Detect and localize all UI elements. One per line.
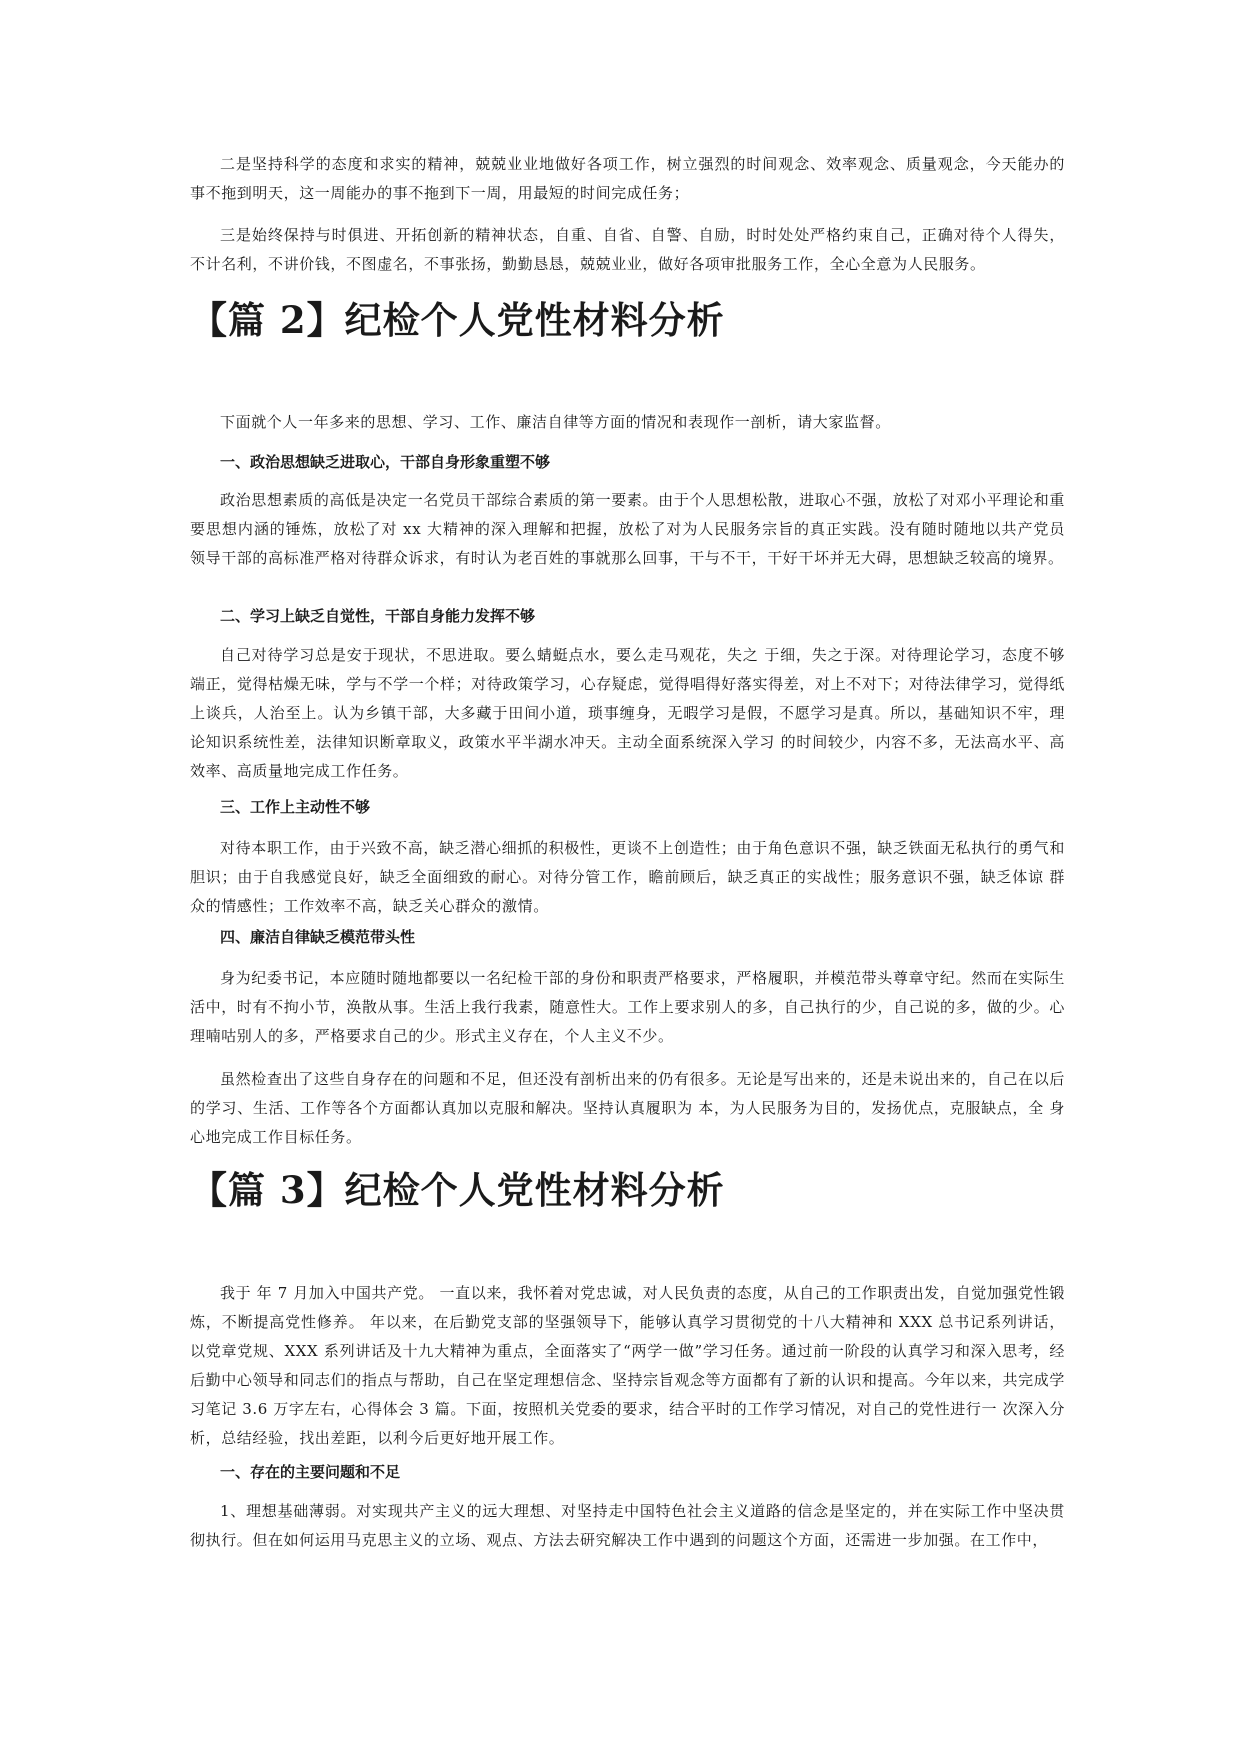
article-2-section-2-body: 自己对待学习总是安于现状，不思进取。要么蜻蜓点水，要么走马观花，失之 于细，失之于深。对待理论学习，态度不够端正，觉得枯燥无味，学与不学一个样；对待政策学习，心存疑虑，觉得唱得好落实得差，对上不对下；对待法律学习，觉得纸 上谈兵，人治至上。认为乡镇干部，大多藏于田间小道，琐事缠身，无暇学习是假，不愿学习是真。所以，基础知识不牢，理 论知识系统性差，法律知识断章取义，政策水平半湖水冲天。主动全面系统深入学习 的时间较少，内容不多，无法高水平、高 效率、高质量地完成工作任务。 bbox=[190, 646, 1065, 780]
article-2-section-1-body: 政治思想素质的高低是决定一名党员干部综合素质的第一要素。由于个人思想松散，进取心不强，放松了对邓小平理论和重要思想内涵的锤炼，放松了对 xx 大精神的深入理解和把握，放松了对为人民服务宗旨的真正实践。没有随时随地以共产党员 领导干部的高标准严格对待群众诉求，有时认为老百姓的事就那么回事，干与不干，干好干坏并无大碍，思想缺乏较高的境界。 bbox=[190, 491, 1065, 567]
article-2-section-4-body: 身为纪委书记，本应随时随地都要以一名纪检干部的身份和职责严格要求，严格履职，并模范带头尊章守纪。然而在实际生活中，时有不拘小节，涣散从事。生活上我行我素，随意性大。工作上要求别人的多，自己执行的少，自己说的多，做的少。心理喃咕别人的多，严格要求自己的少。形式主义存在，个人主义不少。 bbox=[190, 969, 1065, 1045]
article-3-section-1-body: 1、理想基础薄弱。对实现共产主义的远大理想、对坚持走中国特色社会主义道路的信念是坚定的，并在实际工作中坚决贯 彻执行。但在如何运用马克思主义的立场、观点、方法去研究解决工作中遇到的问题这个方面，还需进一步加强。在工作中， bbox=[190, 1502, 1065, 1549]
article-2-section-2-heading: 二、学习上缺乏自觉性，干部自身能力发挥不够 bbox=[220, 607, 536, 625]
article-2-section-4-heading: 四、廉洁自律缺乏模范带头性 bbox=[220, 928, 416, 946]
intro-paragraph-2: 三是始终保持与时俱进、开拓创新的精神状态，自重、自省、自警、自励，时时处处严格约束自己，正确对待个人得失， 不计名利，不讲价钱，不图虚名，不事张扬，勤勤恳恳，兢兢业业，做好各项审批服务工作，全心全意为人民服务。 bbox=[190, 226, 1065, 273]
article-2-section-1-heading: 一、政治思想缺乏进取心，干部自身形象重塑不够 bbox=[220, 453, 551, 471]
article-2-closing: 虽然检查出了这些自身存在的问题和不足，但还没有剖析出来的仍有很多。无论是写出来的，还是未说出来的，自己在以后的学习、生活、工作等各个方面都认真加以克服和解决。坚持认真履职为 本，为人民服务为目的，发扬优点，克服缺点，全 身心地完成工作目标任务。 bbox=[190, 1070, 1065, 1146]
article-2-section-3-body: 对待本职工作，由于兴致不高，缺乏潜心细抓的积极性，更谈不上创造性；由于角色意识不强，缺乏铁面无私执行的勇气和胆识；由于自我感觉良好，缺乏全面细致的耐心。对待分管工作，瞻前顾后，缺乏真正的实战性；服务意识不强，缺乏体谅 群众的情感性；工作效率不高，缺乏关心群众的激情。 bbox=[190, 839, 1065, 915]
intro-paragraph-1: 二是坚持科学的态度和求实的精神，兢兢业业地做好各项工作，树立强烈的时间观念、效率观念、质量观念，今天能办的 事不拖到明天，这一周能办的事不拖到下一周，用最短的时间完成任务； bbox=[190, 155, 1065, 202]
article-2-title: 【篇 2】纪检个人党性材料分析 bbox=[190, 298, 725, 342]
article-3-lead: 我于 年 7 月加入中国共产党。 一直以来，我怀着对党忠诚，对人民负责的态度，从自己的工作职责出发，自觉加强党性锻炼，不断提高党性修养。 年以来，在后勤党支部的坚强领导下，能够认真学习贯彻党的十八大精神和 XXX 总书记系列讲话，以党章党规、XXX 系列讲话及十九大精神为重点，全面落实了“两学一做”学习任务。通过前一阶段的认真学习和深入思考，经后勤中心领导和同志们的指点与帮助，自己在坚定理想信念、坚持宗旨观念等方面都有了新的认识和提高。今年以来，共完成学习笔记 3.6 万字左右，心得体会 3 篇。下面，按照机关党委的要求，结合平时的工作学习情况，对自己的党性进行一 次深入分析，总结经验，找出差距，以利今后更好地开展工作。 bbox=[190, 1284, 1066, 1447]
article-2-section-3-heading: 三、工作上主动性不够 bbox=[220, 798, 371, 816]
article-3-section-1-heading: 一、存在的主要问题和不足 bbox=[220, 1463, 401, 1481]
article-2-lead: 下面就个人一年多来的思想、学习、工作、廉洁自律等方面的情况和表现作一剖析，请大家监督。 bbox=[220, 413, 891, 431]
article-3-title: 【篇 3】纪检个人党性材料分析 bbox=[190, 1168, 725, 1212]
